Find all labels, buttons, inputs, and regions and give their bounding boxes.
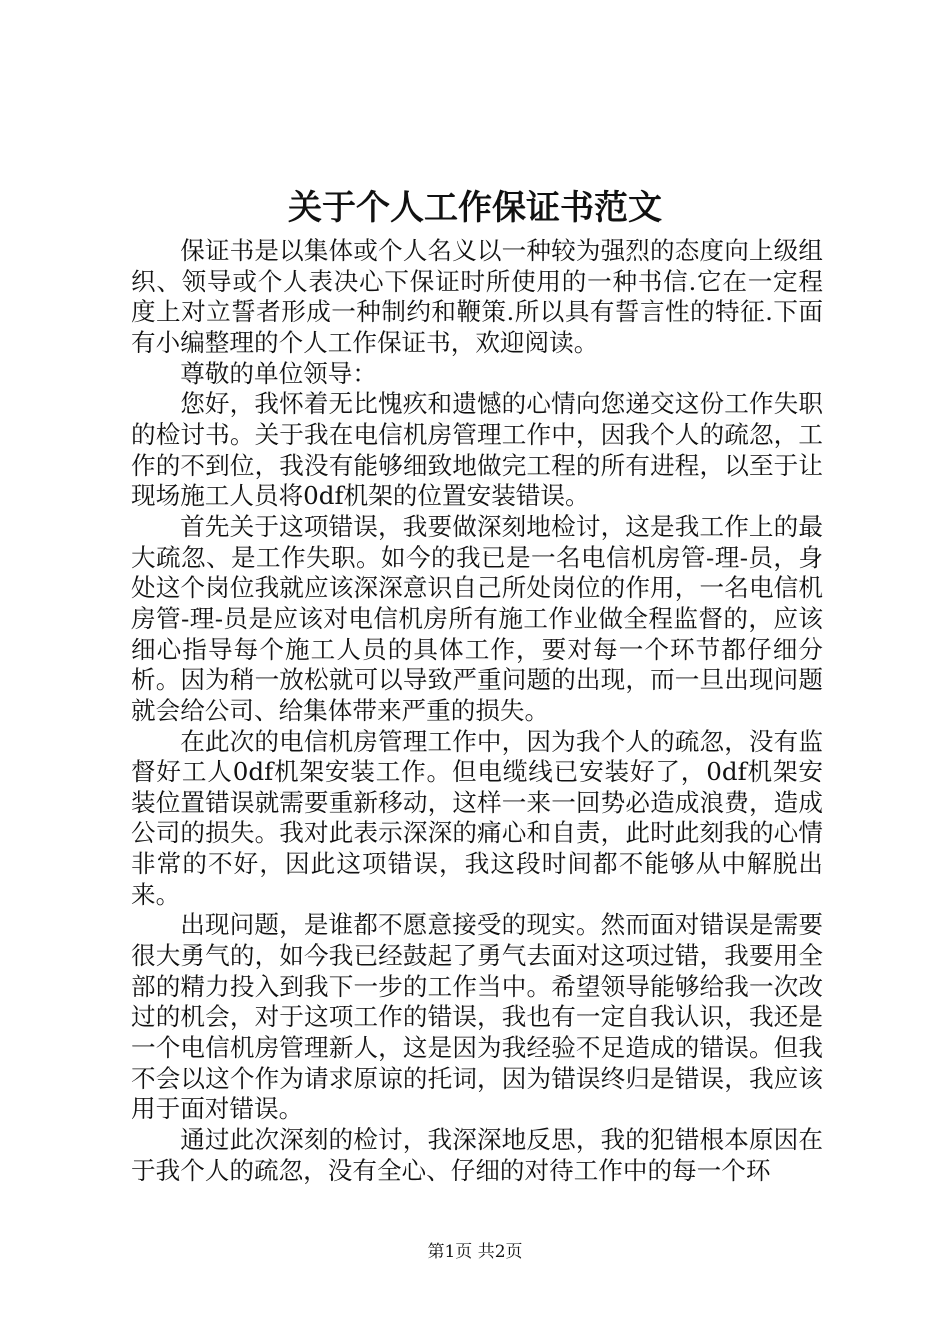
- page-number-footer: 第1页 共2页: [427, 1242, 523, 1262]
- paragraph-salutation: 尊敬的单位领导：: [180, 358, 377, 388]
- paragraph-courage: 出现问题，是谁都不愿意接受的现实。然而面对错误是需要很大勇气的，如今我已经鼓起了勇气去面对这项过错，我要用全部的精力投入到我下一步的工作当中。希望领导能够给我一次改过的机会，对于这项工作的错误，我也有一定自我认识，我还是一个电信机房管理新人，这是因为我经验不足造成的错误。但我不会以这个作为请求原谅的托词，因为错误终归是错误，我应该用于面对错误。: [131, 910, 823, 1124]
- paragraph-intro: 保证书是以集体或个人名义以一种较为强烈的态度向上级组织、领导或个人表决心下保证时所使用的一种书信.它在一定程度上对立誓者形成一种制约和鞭策.所以具有誓言性的特征.下面有小编整理的个人工作保证书，欢迎阅读。: [131, 236, 823, 357]
- document-body: [131, 236, 823, 1186]
- paragraph-incident: 在此次的电信机房管理工作中，因为我个人的疏忽，没有监督好工人0df机架安装工作。但电缆线已安装好了，0df机架安装位置错误就需要重新移动，这样一来一回势必造成浪费，造成公司的损失。我对此表示深深的痛心和自责，此时此刻我的心情非常的不好，因此这项错误，我这段时间都不能够从中解脱出来。: [131, 726, 823, 909]
- paragraph-reflection: 首先关于这项错误，我要做深刻地检讨，这是我工作上的最大疏忽、是工作失职。如今的我已是一名电信机房管-理-员，身处这个岗位我就应该深深意识自己所处岗位的作用，一名电信机房管-理-员是应该对电信机房所有施工作业做全程监督的，应该细心指导每个施工人员的具体工作，要对每一个环节都仔细分析。因为稍一放松就可以导致严重问题的出现，而一旦出现问题就会给公司、给集体带来严重的损失。: [131, 511, 823, 725]
- paragraph-conclusion: 通过此次深刻的检讨，我深深地反思，我的犯错根本原因在于我个人的疏忽，没有全心、仔细的对待工作中的每一个环: [131, 1125, 823, 1185]
- paragraph-greeting: 您好，我怀着无比愧疚和遗憾的心情向您递交这份工作失职的检讨书。关于我在电信机房管理工作中，因我个人的疏忽，工作的不到位，我没有能够细致地做完工程的所有进程，以至于让现场施工人员将0df机架的位置安装错误。: [131, 389, 823, 511]
- document-title: 关于个人工作保证书范文: [288, 188, 662, 228]
